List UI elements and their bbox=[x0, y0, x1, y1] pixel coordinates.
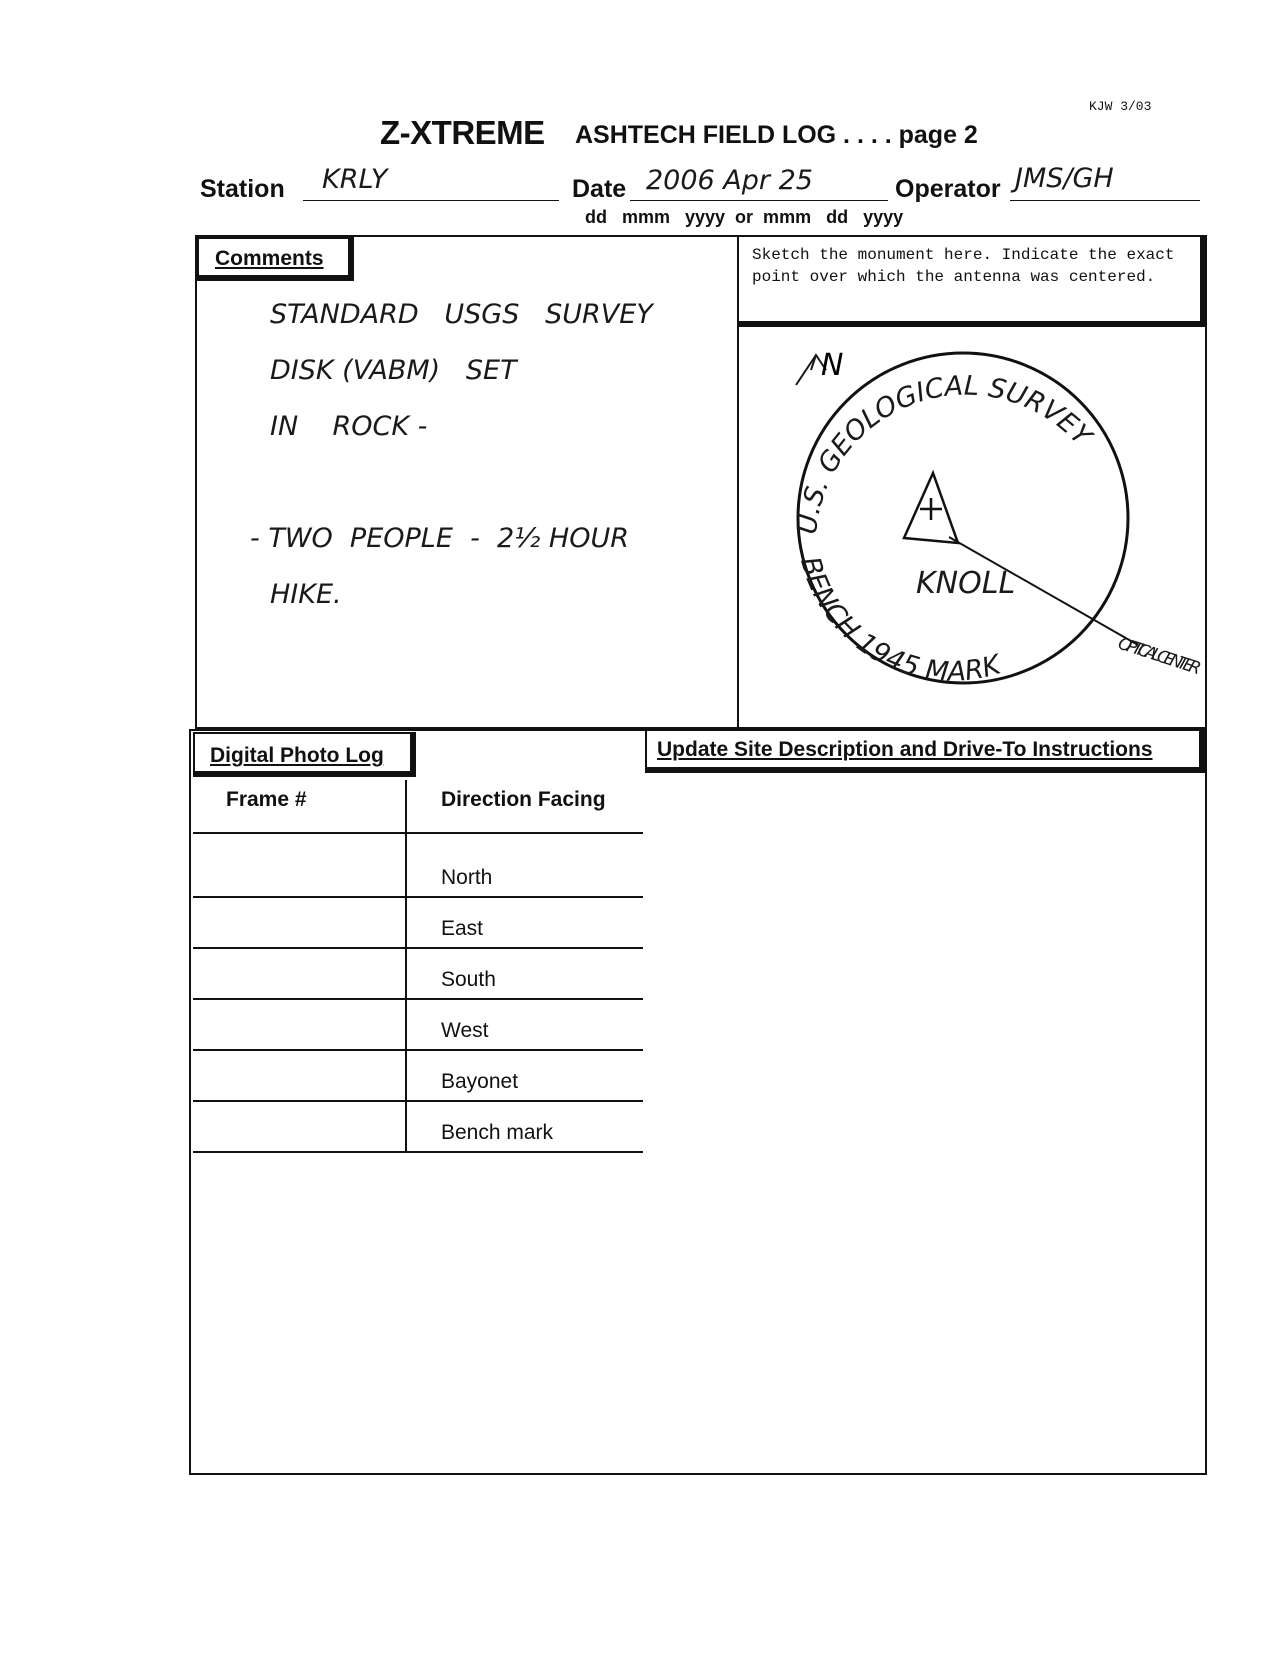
station-field[interactable]: KRLY bbox=[322, 164, 388, 195]
date-field[interactable]: 2006 Apr 25 bbox=[646, 165, 813, 196]
photo-log-table bbox=[193, 780, 643, 1153]
comment-line: STANDARD USGS SURVEY bbox=[270, 299, 653, 330]
disk-text-bottom: BENCH 1945 MARK bbox=[793, 553, 1004, 688]
station-label: Station bbox=[200, 175, 285, 203]
table-row bbox=[193, 833, 643, 897]
direction-cell: Bench mark bbox=[406, 1101, 643, 1152]
page-subtitle: ASHTECH FIELD LOG . . . . page 2 bbox=[575, 121, 978, 149]
update-site-description-heading: Update Site Description and Drive-To Instructions bbox=[645, 729, 1205, 773]
comment-line: DISK (VABM) SET bbox=[270, 355, 517, 386]
page-title: Z-XTREME bbox=[380, 114, 545, 151]
table-row bbox=[193, 1050, 643, 1101]
direction-cell: West bbox=[406, 999, 643, 1050]
direction-cell: Bayonet bbox=[406, 1050, 643, 1101]
frame-cell[interactable] bbox=[193, 833, 406, 897]
comment-line bbox=[270, 455, 710, 511]
monument-sketch[interactable] bbox=[741, 330, 1203, 726]
operator-field[interactable]: JMS/GH bbox=[1015, 163, 1114, 194]
frame-cell[interactable] bbox=[193, 948, 406, 999]
station-field-line bbox=[303, 200, 559, 201]
north-label: N bbox=[821, 348, 844, 383]
comments-field[interactable] bbox=[250, 287, 710, 623]
triangulation-triangle-icon bbox=[904, 473, 958, 543]
digital-photo-log-heading: Digital Photo Log bbox=[193, 732, 416, 777]
operator-label: Operator bbox=[895, 175, 1001, 203]
disk-center-text: KNOLL bbox=[916, 566, 1016, 601]
sketch-instructions: Sketch the monument here. Indicate the exact point over which the antenna was centered. bbox=[739, 237, 1205, 327]
frame-column-header: Frame # bbox=[193, 780, 406, 833]
direction-cell: East bbox=[406, 897, 643, 948]
date-format-hint: dd mmm yyyy or mmm dd yyyy bbox=[585, 207, 904, 227]
frame-cell[interactable] bbox=[193, 1101, 406, 1152]
table-row bbox=[193, 999, 643, 1050]
date-label: Date bbox=[572, 175, 627, 203]
table-row bbox=[193, 1101, 643, 1152]
table-row bbox=[193, 897, 643, 948]
comment-line: - TWO PEOPLE - 2½ HOUR bbox=[250, 523, 629, 554]
direction-cell: North bbox=[406, 833, 643, 897]
table-row bbox=[193, 948, 643, 999]
frame-cell[interactable] bbox=[193, 999, 406, 1050]
table-header-row bbox=[193, 780, 643, 833]
direction-cell: South bbox=[406, 948, 643, 999]
form-code: KJW 3/03 bbox=[1089, 99, 1152, 114]
date-field-line bbox=[630, 200, 888, 201]
operator-field-line bbox=[1010, 200, 1200, 201]
comment-line: HIKE. bbox=[270, 579, 342, 610]
comments-heading: Comments bbox=[197, 237, 354, 281]
comment-line: IN ROCK - bbox=[270, 411, 428, 442]
frame-cell[interactable] bbox=[193, 1050, 406, 1101]
optical-center-label: OPTICAL CENTER bbox=[1115, 633, 1203, 680]
frame-cell[interactable] bbox=[193, 897, 406, 948]
direction-column-header: Direction Facing bbox=[406, 780, 643, 833]
disk-text-top: U.S. GEOLOGICAL SURVEY bbox=[791, 370, 1098, 536]
